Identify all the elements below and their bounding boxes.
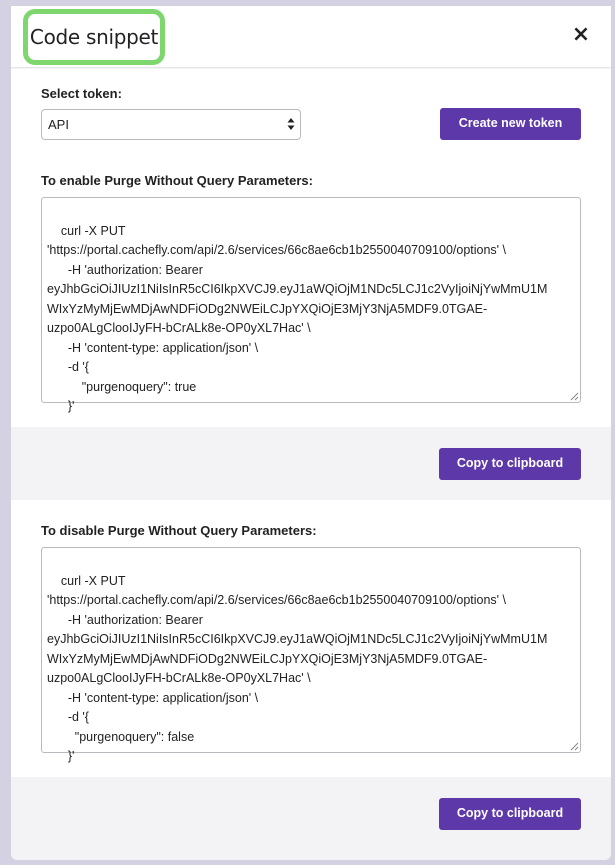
- modal-header: [11, 6, 611, 68]
- copy-disable-button[interactable]: Copy to clipboard: [439, 798, 581, 830]
- select-arrows-icon: [287, 117, 295, 131]
- resize-handle-icon[interactable]: [570, 742, 578, 750]
- token-select-value: API: [48, 117, 69, 132]
- disable-label: To disable Purge Without Query Parameters:: [41, 523, 317, 538]
- resize-handle-icon[interactable]: [570, 392, 578, 400]
- copy-enable-button[interactable]: Copy to clipboard: [439, 448, 581, 480]
- enable-code-text: curl -X PUT 'https://portal.cachefly.com/api/2.6/services/66c8ae6cb1b2550040709100/options' \ -H 'authorization: Bearer eyJhbGciOiJIUzI1NiIsInR5cCI6IkpXVCJ9.eyJ1aWQiOjM1NDc5LCJ1c2VyIjoiNjYwMmU1M WIxYzMyMjEwMDjAwNDFiODg2NWEiLCJpYXQiOjE3MjY3NjA5MDF9.0TGAE- uzpo0ALgClooIJyFH-bCrALk8e-OP0yXL7Hac' \ -H 'content-type: application/json' \ -d '{ "purgenoquery": true }': [47, 223, 548, 413]
- disable-code-textarea[interactable]: [41, 547, 581, 763]
- enable-label: To enable Purge Without Query Parameters:: [41, 173, 313, 188]
- close-icon[interactable]: ×: [571, 22, 591, 47]
- title-highlight: [23, 9, 165, 65]
- token-select[interactable]: [41, 109, 301, 140]
- enable-code-textarea[interactable]: [41, 197, 581, 413]
- modal-title: Code snippet: [29, 25, 159, 49]
- code-snippet-modal: [11, 6, 611, 860]
- create-token-button[interactable]: Create new token: [440, 108, 581, 140]
- select-token-label: Select token:: [41, 86, 122, 101]
- disable-code-text: curl -X PUT 'https://portal.cachefly.com/api/2.6/services/66c8ae6cb1b2550040709100/options' \ -H 'authorization: Bearer eyJhbGciOiJIUzI1NiIsInR5cCI6IkpXVCJ9.eyJ1aWQiOjM1NDc5LCJ1c2VyIjoiNjYwMmU1M WIxYzMyMjEwMDjAwNDFiODg2NWEiLCJpYXQiOjE3MjY3NjA5MDF9.0TGAE- uzpo0ALgClooIJyFH-bCrALk8e-OP0yXL7Hac' \ -H 'content-type: application/json' \ -d '{ "purgenoquery": false }': [47, 573, 548, 763]
